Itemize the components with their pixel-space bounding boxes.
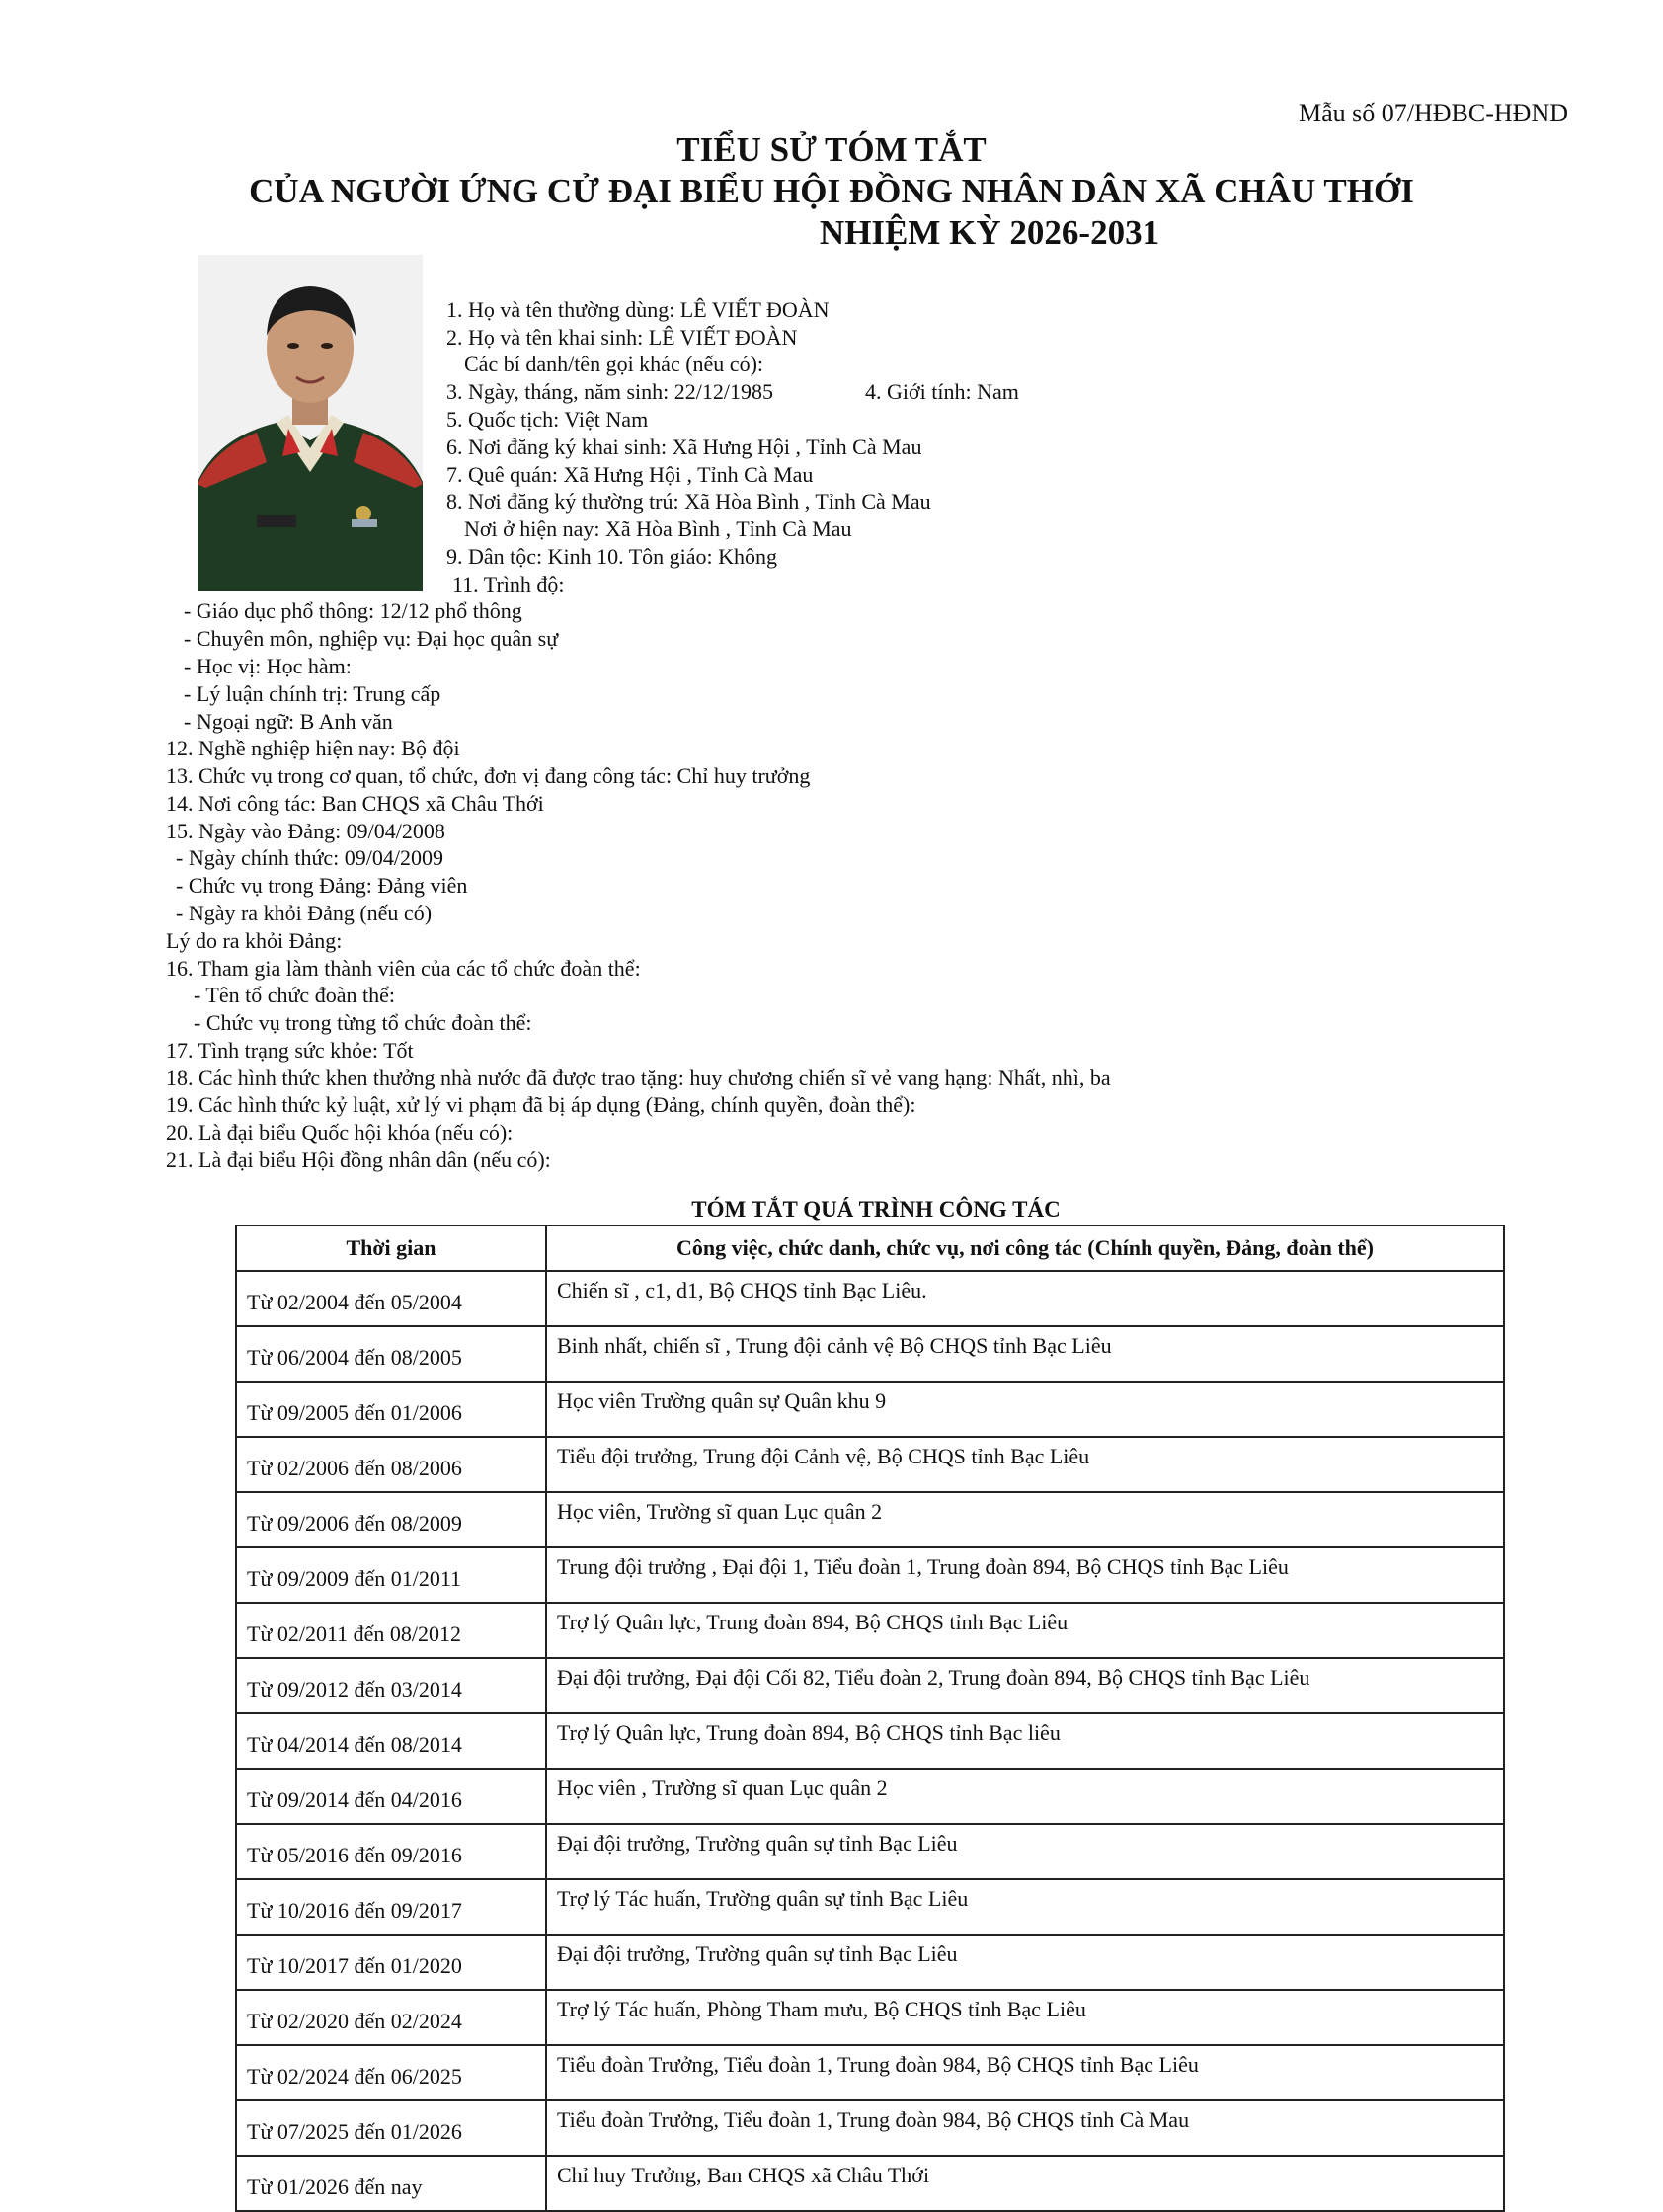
portrait-photo	[198, 255, 423, 591]
row-time: Từ 02/2020 đến 02/2024	[236, 1990, 546, 2045]
bio-hometown: 7. Quê quán: Xã Hưng Hội , Tỉnh Cà Mau	[446, 462, 814, 487]
row-time: Từ 09/2005 đến 01/2006	[236, 1382, 546, 1437]
document-title: TIỂU SỬ TÓM TẮT	[676, 130, 987, 169]
bio-organizations: 16. Tham gia làm thành viên của các tổ chức đoàn thể:	[166, 956, 641, 981]
bio-position: 13. Chức vụ trong cơ quan, tổ chức, đơn vị đang công tác: Chỉ huy trưởng	[166, 763, 811, 788]
row-description: Trung đội trưởng , Đại đội 1, Tiểu đoàn 1, Trung đoàn 894, Bộ CHQS tỉnh Bạc Liêu	[546, 1547, 1504, 1603]
bio-ethnicity-religion: 9. Dân tộc: Kinh 10. Tôn giáo: Không	[446, 544, 778, 569]
table-row	[236, 1879, 1504, 1935]
row-description: Trợ lý Quân lực, Trung đoàn 894, Bộ CHQS tỉnh Bạc Liêu	[546, 1603, 1504, 1658]
row-time: Từ 09/2009 đến 01/2011	[236, 1547, 546, 1603]
row-time: Từ 02/2024 đến 06/2025	[236, 2045, 546, 2100]
row-time: Từ 10/2017 đến 01/2020	[236, 1935, 546, 1990]
row-time: Từ 09/2014 đến 04/2016	[236, 1769, 546, 1824]
bio-foreign-language: - Ngoại ngữ: B Anh văn	[184, 709, 393, 734]
table-row	[236, 1437, 1504, 1492]
table-row	[236, 1271, 1504, 1326]
bio-party-join-date: 15. Ngày vào Đảng: 09/04/2008	[166, 819, 445, 843]
row-time: Từ 02/2011 đến 08/2012	[236, 1603, 546, 1658]
table-row	[236, 1382, 1504, 1437]
row-description: Học viên Trường quân sự Quân khu 9	[546, 1382, 1504, 1437]
bio-party-leave-date: - Ngày ra khỏi Đảng (nếu có)	[176, 901, 433, 925]
header-description: Công việc, chức danh, chức vụ, nơi công tác (Chính quyền, Đảng, đoàn thể)	[546, 1225, 1504, 1271]
row-description: Đại đội trưởng, Đại đội Cối 82, Tiểu đoàn 2, Trung đoàn 894, Bộ CHQS tỉnh Bạc Liêu	[546, 1658, 1504, 1713]
row-time: Từ 07/2025 đến 01/2026	[236, 2100, 546, 2156]
portrait-illustration	[198, 255, 423, 591]
row-description: Trợ lý Quân lực, Trung đoàn 894, Bộ CHQS tỉnh Bạc liêu	[546, 1713, 1504, 1769]
bio-gender: 4. Giới tính: Nam	[865, 379, 1019, 404]
row-time: Từ 09/2006 đến 08/2009	[236, 1492, 546, 1547]
bio-birth-date: 3. Ngày, tháng, năm sinh: 22/12/1985	[446, 379, 773, 404]
row-description: Trợ lý Tác huấn, Phòng Tham mưu, Bộ CHQS tỉnh Bạc Liêu	[546, 1990, 1504, 2045]
document-subtitle: CỦA NGƯỜI ỨNG CỬ ĐẠI BIỂU HỘI ĐỒNG NHÂN DÂN XÃ CHÂU THỚI	[249, 172, 1414, 210]
bio-education-heading: 11. Trình độ:	[452, 572, 565, 596]
row-time: Từ 01/2026 đến nay	[236, 2156, 546, 2211]
work-history-title: TÓM TẮT QUÁ TRÌNH CÔNG TÁC	[691, 1197, 1061, 1222]
bio-specialization: - Chuyên môn, nghiệp vụ: Đại học quân sự	[184, 626, 559, 651]
table-row	[236, 1713, 1504, 1769]
table-row	[236, 1769, 1504, 1824]
table-row	[236, 2100, 1504, 2156]
table-row	[236, 2045, 1504, 2100]
table-row	[236, 1326, 1504, 1382]
table-row	[236, 1492, 1504, 1547]
row-description: Đại đội trưởng, Trường quân sự tỉnh Bạc Liêu	[546, 1935, 1504, 1990]
table-row	[236, 1935, 1504, 1990]
form-code: Mẫu số 07/HĐBC-HĐND	[1299, 99, 1568, 127]
row-time: Từ 05/2016 đến 09/2016	[236, 1824, 546, 1879]
bio-birth-registration: 6. Nơi đăng ký khai sinh: Xã Hưng Hội , Tỉnh Cà Mau	[446, 434, 922, 459]
row-description: Học viên, Trường sĩ quan Lục quân 2	[546, 1492, 1504, 1547]
bio-party-official-date: - Ngày chính thức: 09/04/2009	[176, 845, 443, 870]
bio-health: 17. Tình trạng sức khỏe: Tốt	[166, 1038, 414, 1063]
bio-organization-name: - Tên tổ chức đoàn thể:	[194, 983, 395, 1007]
header-time: Thời gian	[236, 1225, 546, 1271]
row-time: Từ 04/2014 đến 08/2014	[236, 1713, 546, 1769]
bio-party-leave-reason: Lý do ra khỏi Đảng:	[166, 928, 343, 953]
table-header-row	[236, 1225, 1504, 1271]
table-row	[236, 1547, 1504, 1603]
row-description: Đại đội trưởng, Trường quân sự tỉnh Bạc Liêu	[546, 1824, 1504, 1879]
row-description: Tiểu đội trưởng, Trung đội Cảnh vệ, Bộ CHQS tỉnh Bạc Liêu	[546, 1437, 1504, 1492]
bio-peoples-council: 21. Là đại biểu Hội đồng nhân dân (nếu có):	[166, 1147, 551, 1172]
bio-national-assembly: 20. Là đại biểu Quốc hội khóa (nếu có):	[166, 1120, 514, 1145]
row-time: Từ 02/2006 đến 08/2006	[236, 1437, 546, 1492]
bio-political-theory: - Lý luận chính trị: Trung cấp	[184, 681, 441, 706]
bio-common-name: 1. Họ và tên thường dùng: LÊ VIẾT ĐOÀN	[446, 297, 830, 322]
bio-current-residence: Nơi ở hiện nay: Xã Hòa Bình , Tỉnh Cà Mau	[464, 516, 852, 541]
row-description: Chiến sĩ , c1, d1, Bộ CHQS tỉnh Bạc Liêu.	[546, 1271, 1504, 1326]
bio-permanent-residence: 8. Nơi đăng ký thường trú: Xã Hòa Bình , Tỉnh Cà Mau	[446, 489, 931, 514]
table-row	[236, 1603, 1504, 1658]
row-description: Trợ lý Tác huấn, Trường quân sự tỉnh Bạc Liêu	[546, 1879, 1504, 1935]
bio-occupation: 12. Nghề nghiệp hiện nay: Bộ đội	[166, 736, 460, 760]
table-row	[236, 1824, 1504, 1879]
bio-party-position: - Chức vụ trong Đảng: Đảng viên	[176, 873, 468, 898]
table-row	[236, 2156, 1504, 2211]
bio-discipline: 19. Các hình thức kỷ luật, xử lý vi phạm đã bị áp dụng (Đảng, chính quyền, đoàn thể):	[166, 1092, 916, 1117]
bio-nationality: 5. Quốc tịch: Việt Nam	[446, 407, 649, 432]
row-time: Từ 10/2016 đến 09/2017	[236, 1879, 546, 1935]
term-title: NHIỆM KỲ 2026-2031	[819, 213, 1160, 252]
bio-birth-name: 2. Họ và tên khai sinh: LÊ VIẾT ĐOÀN	[446, 325, 798, 350]
row-description: Tiểu đoàn Trưởng, Tiểu đoàn 1, Trung đoàn 984, Bộ CHQS tỉnh Bạc Liêu	[546, 2045, 1504, 2100]
row-description: Học viên , Trường sĩ quan Lục quân 2	[546, 1769, 1504, 1824]
row-time: Từ 02/2004 đến 05/2004	[236, 1271, 546, 1326]
table-row	[236, 1658, 1504, 1713]
table-row	[236, 1990, 1504, 2045]
row-time: Từ 09/2012 đến 03/2014	[236, 1658, 546, 1713]
bio-awards: 18. Các hình thức khen thưởng nhà nước đã được trao tặng: huy chương chiến sĩ vẻ vang hạng: Nhất, nhì, ba	[166, 1066, 1111, 1090]
row-description: Chỉ huy Trưởng, Ban CHQS xã Châu Thới	[546, 2156, 1504, 2211]
bio-workplace: 14. Nơi công tác: Ban CHQS xã Châu Thới	[166, 791, 544, 816]
work-history-table	[235, 1224, 1505, 2212]
bio-organization-position: - Chức vụ trong từng tổ chức đoàn thể:	[194, 1010, 532, 1035]
bio-general-education: - Giáo dục phổ thông: 12/12 phổ thông	[184, 598, 522, 623]
row-description: Tiểu đoàn Trưởng, Tiểu đoàn 1, Trung đoàn 984, Bộ CHQS tỉnh Cà Mau	[546, 2100, 1504, 2156]
row-description: Binh nhất, chiến sĩ , Trung đội cảnh vệ Bộ CHQS tỉnh Bạc Liêu	[546, 1326, 1504, 1382]
row-time: Từ 06/2004 đến 08/2005	[236, 1326, 546, 1382]
bio-degree: - Học vị: Học hàm:	[184, 654, 352, 678]
bio-aliases: Các bí danh/tên gọi khác (nếu có):	[464, 352, 764, 376]
